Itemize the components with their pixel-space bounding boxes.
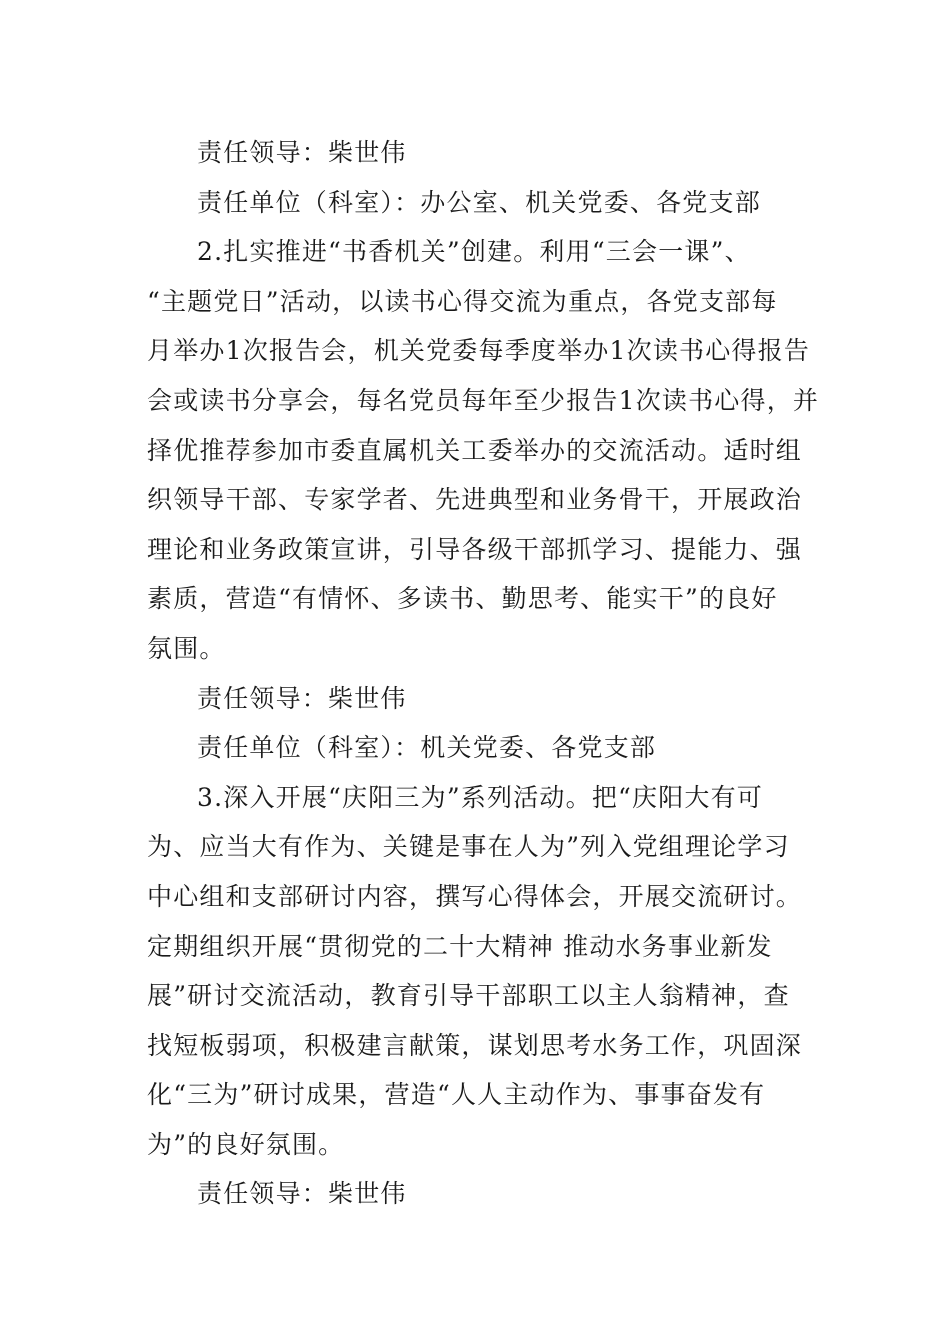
responsible-leader-2: 责任领导：柴世伟: [197, 683, 407, 713]
item-2-line: 织领导干部、专家学者、先进典型和业务骨干，开展政治: [147, 485, 803, 515]
item-3-line: 为、应当大有作为、关键是事在人为”列入党组理论学习: [147, 832, 790, 862]
item-3-line: 为”的良好氛围。: [147, 1129, 345, 1159]
item-3-line: 中心组和支部研讨内容，撰写心得体会，开展交流研讨。: [147, 881, 803, 911]
responsible-unit-1: 责任单位（科室）：办公室、机关党委、各党支部: [197, 187, 761, 217]
item-2-paragraph: [147, 227, 820, 673]
document-body: [147, 128, 820, 1219]
responsible-leader-3: 责任领导：柴世伟: [197, 1179, 407, 1209]
responsible-leader-1: 责任领导：柴世伟: [197, 138, 407, 167]
item-2-line: 氛围。: [147, 633, 226, 663]
item-3-line: 定期组织开展“贯彻党的二十大精神 推动水务事业新发: [147, 931, 773, 961]
item-2-line: 2.扎实推进“书香机关”创建。利用“三会一课”、: [197, 237, 751, 267]
item-2-line: 择优推荐参加市委直属机关工委举办的交流活动。适时组: [147, 435, 803, 465]
item-2-line: 会或读书分享会，每名党员每年至少报告1次读书心得，并: [147, 385, 820, 415]
item-2-line: “主题党日”活动，以读书心得交流为重点，各党支部每: [147, 286, 778, 316]
item-3-line: 展”研讨交流活动，教育引导干部职工以主人翁精神，查: [147, 981, 790, 1011]
responsible-unit-2: 责任单位（科室）：机关党委、各党支部: [197, 733, 657, 763]
item-3-line: 化“三为”研讨成果，营造“人人主动作为、事事奋发有: [147, 1080, 766, 1110]
item-2-line: 月举办1次报告会，机关党委每季度举办1次读书心得报告: [147, 336, 811, 366]
item-2-line: 理论和业务政策宣讲，引导各级干部抓学习、提能力、强: [147, 534, 803, 564]
item-3-paragraph: [147, 773, 807, 1170]
item-3-line: 找短板弱项，积极建言献策，谋划思考水务工作，巩固深: [147, 1030, 803, 1060]
item-2-line: 素质，营造“有情怀、多读书、勤思考、能实干”的良好: [147, 584, 778, 614]
item-3-line: 3.深入开展“庆阳三为”系列活动。把“庆阳大有可: [197, 782, 763, 812]
